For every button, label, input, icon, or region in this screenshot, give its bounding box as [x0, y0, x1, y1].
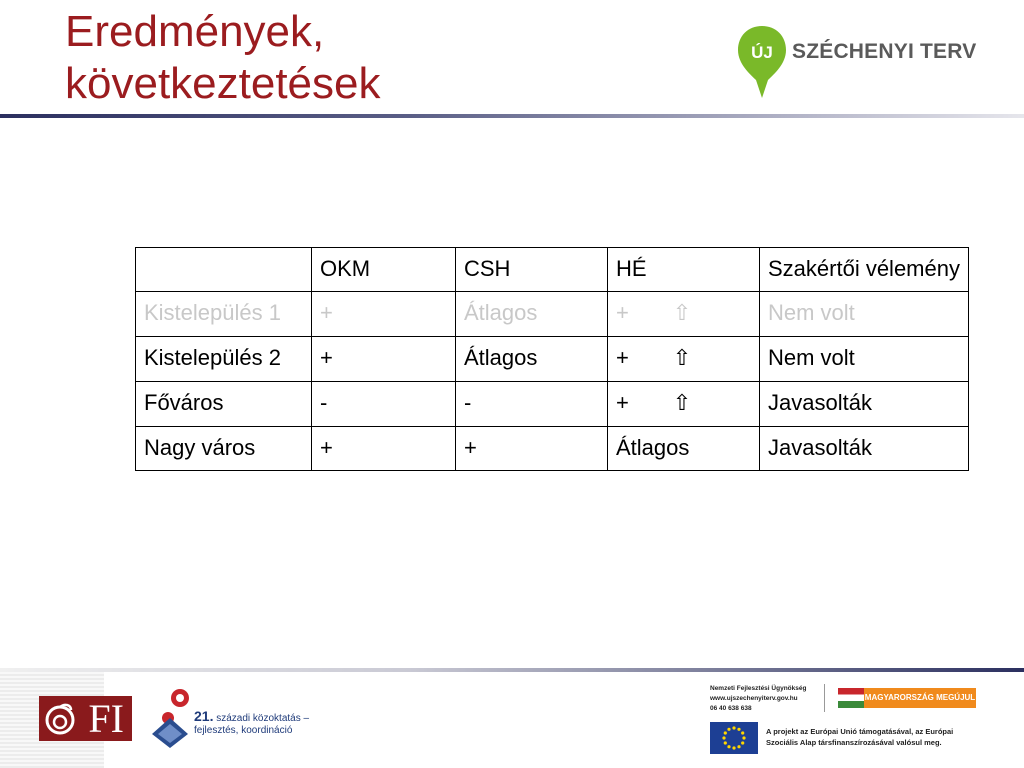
he-cell: Átlagos [608, 427, 760, 471]
map-pin-icon [736, 24, 788, 100]
szakertoi-cell: Nem volt [760, 337, 969, 382]
table-row [136, 292, 969, 337]
eu-funding-line2: Szociális Alap társfinanszírozásával valósul meg. [766, 738, 942, 747]
he-value: + [616, 300, 629, 325]
szechenyi-terv-brand: SZÉCHENYI TERV [792, 40, 977, 63]
page-title-line1: Eredmények, [65, 7, 325, 56]
header-cell-he: HÉ [608, 248, 760, 292]
results-table [135, 247, 969, 471]
up-arrow-icon: ⇧ [672, 346, 692, 371]
k21-emblem-icon [148, 688, 196, 750]
okm-cell: + [312, 292, 456, 337]
he-value: + [616, 390, 629, 415]
he-cell [608, 292, 760, 337]
page-title-line2: következtetések [65, 59, 381, 108]
ofi-swirl-icon [45, 702, 75, 736]
header-cell-csh: CSH [456, 248, 608, 292]
eu-funding-line1: A projekt az Európai Unió támogatásával, az Európai [766, 727, 954, 736]
header-cell-okm: OKM [312, 248, 456, 292]
agency-divider [824, 684, 825, 712]
ofi-logo-text: FI [88, 696, 124, 741]
szakertoi-cell: Javasolták [760, 427, 969, 471]
csh-cell: - [456, 382, 608, 427]
row-label: Kistelepülés 2 [136, 337, 312, 382]
ofi-logo [39, 696, 132, 741]
he-cell [608, 337, 760, 382]
row-label: Nagy város [136, 427, 312, 471]
okm-cell: + [312, 427, 456, 471]
table-row [136, 382, 969, 427]
k21-line2: fejlesztés, koordináció [194, 725, 293, 736]
magyarorszag-megujul-banner: MAGYARORSZÁG MEGÚJUL [864, 688, 976, 708]
szechenyi-terv-logo [732, 24, 982, 100]
agency-info [710, 684, 806, 714]
k21-logo [148, 688, 308, 748]
he-cell [608, 382, 760, 427]
agency-url: www.ujszechenyiterv.gov.hu [710, 695, 798, 702]
header-cell-szakertoi: Szakértői vélemény [760, 248, 969, 292]
he-value: + [616, 345, 629, 370]
agency-phone: 06 40 638 638 [710, 705, 752, 712]
table-row [136, 337, 969, 382]
eu-funding-block [704, 680, 990, 760]
hungarian-flag-icon [838, 688, 864, 708]
table-header-row [136, 248, 969, 292]
row-label: Főváros [136, 382, 312, 427]
row-label: Kistelepülés 1 [136, 292, 312, 337]
header-divider [0, 114, 1024, 118]
k21-number: 21. [194, 708, 214, 724]
k21-line1: századi közoktatás – [216, 713, 310, 724]
agency-name: Nemzeti Fejlesztési Ügynökség [710, 685, 807, 692]
eu-funding-text [766, 726, 953, 748]
pin-text: ÚJ [751, 43, 773, 62]
up-arrow-icon: ⇧ [672, 391, 692, 416]
csh-cell: + [456, 427, 608, 471]
okm-cell: - [312, 382, 456, 427]
table-row [136, 427, 969, 471]
eu-flag-icon [710, 722, 758, 754]
page-title [65, 6, 381, 110]
up-arrow-icon: ⇧ [672, 301, 692, 326]
csh-cell: Átlagos [456, 292, 608, 337]
footer-divider [0, 668, 1024, 672]
header-cell-empty [136, 248, 312, 292]
k21-text [194, 710, 309, 737]
csh-cell: Átlagos [456, 337, 608, 382]
szakertoi-cell: Javasolták [760, 382, 969, 427]
okm-cell: + [312, 337, 456, 382]
szakertoi-cell: Nem volt [760, 292, 969, 337]
